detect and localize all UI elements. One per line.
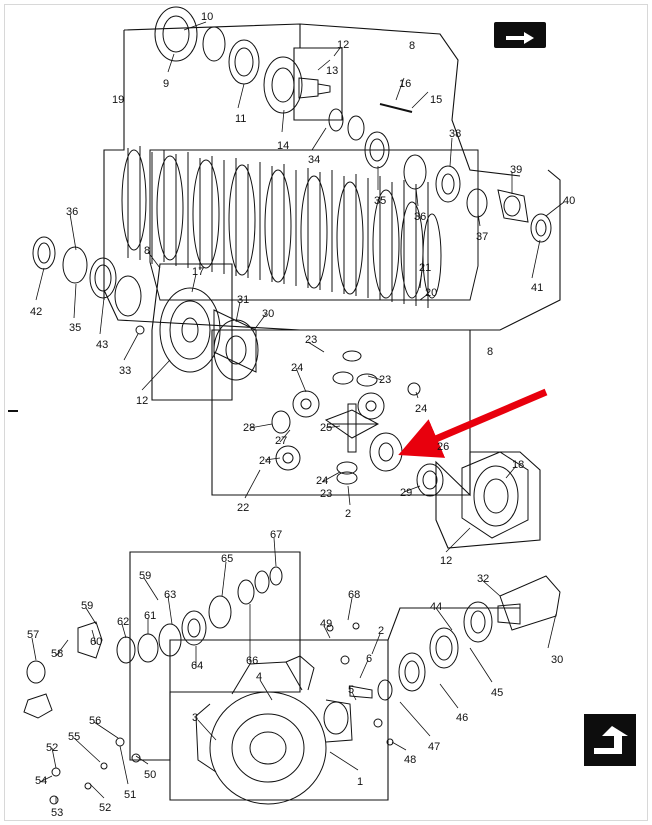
- callout-number: 42: [30, 306, 43, 318]
- callout-number: 8: [144, 245, 151, 257]
- callout-number: 38: [449, 128, 462, 140]
- callout-number: 47: [428, 741, 441, 753]
- callout-number: 16: [399, 78, 412, 90]
- callout-number: 44: [430, 601, 443, 613]
- callout-number: 2: [345, 508, 352, 520]
- left-bearings: [33, 237, 144, 334]
- callout-number: 4: [256, 671, 263, 683]
- callout-number: 37: [476, 231, 489, 243]
- callout-number: 59: [81, 600, 94, 612]
- callout-number: 65: [221, 553, 234, 565]
- callout-number: 31: [237, 294, 250, 306]
- callout-number: 43: [96, 339, 109, 351]
- callout-number: 54: [35, 775, 48, 787]
- callout-number: 17: [192, 266, 205, 278]
- callout-number: 23: [305, 334, 318, 346]
- callout-number: 19: [112, 94, 125, 106]
- callout-number: 60: [90, 636, 103, 648]
- callout-number: 63: [164, 589, 177, 601]
- callout-number: 12: [337, 39, 350, 51]
- callout-number: 35: [374, 195, 387, 207]
- callout-number: 48: [404, 754, 417, 766]
- top-right-badge-icon[interactable]: [494, 22, 546, 48]
- callout-number: 34: [308, 154, 321, 166]
- callout-number: 5: [348, 684, 355, 696]
- callout-number: 52: [46, 742, 59, 754]
- callout-number: 27: [275, 435, 288, 447]
- callout-number: 59: [139, 570, 152, 582]
- callout-number: 15: [430, 94, 443, 106]
- callout-number: 12: [440, 555, 453, 567]
- differential-housing: [196, 623, 372, 804]
- callout-number: 41: [531, 282, 544, 294]
- part-shapes-top: [155, 7, 551, 242]
- callout-number: 35: [69, 322, 82, 334]
- callout-number: 40: [563, 195, 576, 207]
- callout-number: 33: [119, 365, 132, 377]
- callout-number: 24: [415, 403, 428, 415]
- callout-number: 2: [378, 625, 385, 637]
- bottom-right-badge-icon[interactable]: [584, 714, 636, 766]
- callout-number: 23: [379, 374, 392, 386]
- callout-number: 61: [144, 610, 157, 622]
- callout-number: 1: [357, 776, 364, 788]
- callout-number: 68: [348, 589, 361, 601]
- callout-number: 49: [320, 618, 333, 630]
- callout-number: 30: [551, 654, 564, 666]
- callout-number: 45: [491, 687, 504, 699]
- callout-number: 50: [144, 769, 157, 781]
- callout-number: 28: [243, 422, 256, 434]
- callout-number: 51: [124, 789, 137, 801]
- callout-number: 52: [99, 802, 112, 814]
- callout-number: 21: [419, 262, 432, 274]
- callout-number: 29: [400, 487, 413, 499]
- callout-number: 58: [51, 648, 64, 660]
- callout-number: 12: [136, 395, 149, 407]
- callout-number: 11: [235, 113, 247, 125]
- highlight-arrow: [424, 392, 546, 444]
- callout-number: 13: [326, 65, 339, 77]
- callout-number: 8: [487, 346, 494, 358]
- callout-number: 6: [366, 653, 373, 665]
- callout-number: 3: [192, 712, 199, 724]
- callout-number: 8: [409, 40, 416, 52]
- clutch-pack: [122, 146, 441, 308]
- callout-number: 25: [320, 422, 333, 434]
- callout-number: 46: [456, 712, 469, 724]
- callout-number: 20: [425, 287, 438, 299]
- callout-number: 18: [512, 459, 525, 471]
- callout-number: 24: [291, 362, 304, 374]
- callout-number: 53: [51, 807, 64, 819]
- callout-number: 23: [320, 488, 333, 500]
- callout-number: 22: [237, 502, 250, 514]
- callout-number: 14: [277, 140, 290, 152]
- callout-number: 10: [201, 11, 214, 23]
- callout-number: 57: [27, 629, 40, 641]
- callout-number: 24: [259, 455, 272, 467]
- leader-lines: [32, 22, 564, 804]
- callout-number: 64: [191, 660, 204, 672]
- callout-number: 55: [68, 731, 81, 743]
- callout-number: 9: [163, 78, 170, 90]
- callout-number: 32: [477, 573, 490, 585]
- callout-number: 62: [117, 616, 130, 628]
- callout-number: 67: [270, 529, 283, 541]
- callout-number: 66: [246, 655, 259, 667]
- callout-number: 36: [414, 211, 427, 223]
- callout-number: 24: [316, 475, 329, 487]
- callout-number: 26: [437, 441, 450, 453]
- callout-number: 36: [66, 206, 79, 218]
- callout-number: 56: [89, 715, 102, 727]
- callout-number: 39: [510, 164, 523, 176]
- callout-number: 30: [262, 308, 275, 320]
